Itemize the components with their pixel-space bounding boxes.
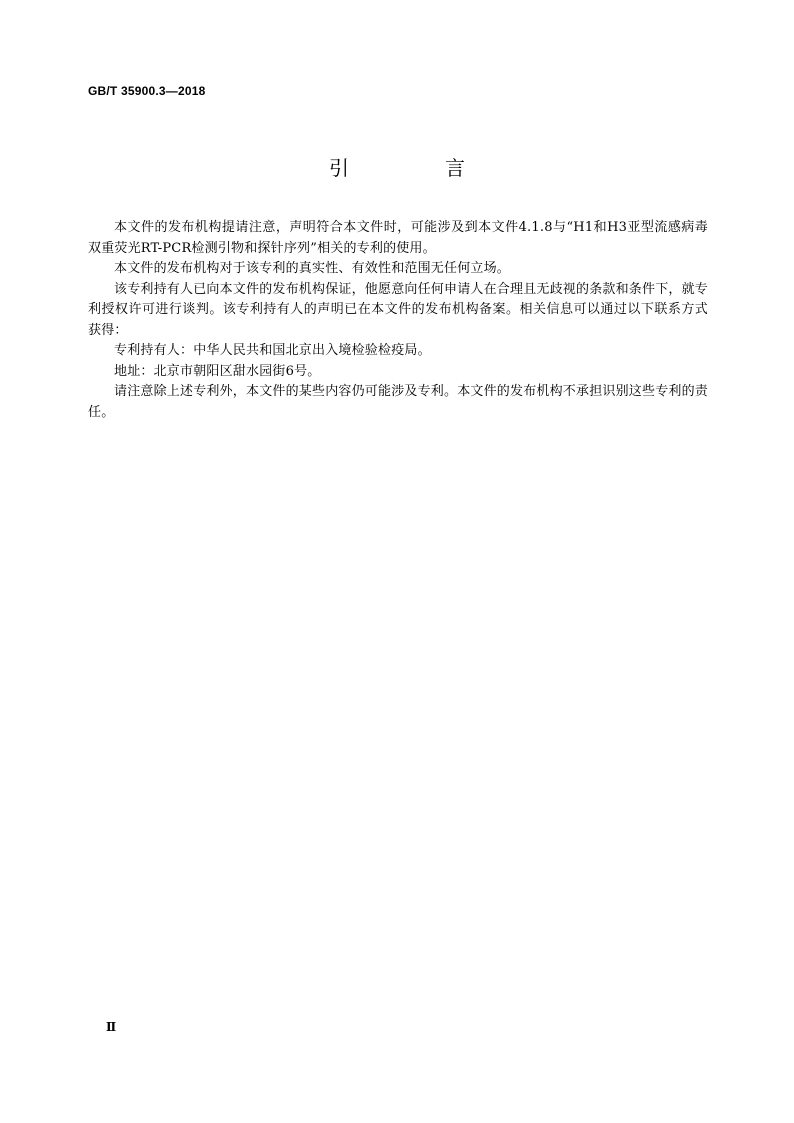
page-number: Ⅱ — [106, 1020, 117, 1034]
document-body — [88, 218, 708, 423]
paragraph-no-position: 本文件的发布机构对于该专利的真实性、有效性和范围无任何立场。 — [114, 261, 511, 276]
paragraph-patent-holder: 专利持有人：中华人民共和国北京出入境检验检疫局。 — [114, 343, 431, 358]
paragraph-patent-notice: 本文件的发布机构提请注意，声明符合本文件时，可能涉及到本文件4.1.8与“H1和H3亚型流感病毒双重荧光RT-PCR检测引物和探针序列”相关的专利的使用。 — [88, 220, 708, 256]
paragraph-other-patents: 请注意除上述专利外，本文件的某些内容仍可能涉及专利。本文件的发布机构不承担识别这些专利的责任。 — [88, 384, 709, 420]
paragraph-address: 地址：北京市朝阳区甜水园街6号。 — [114, 363, 321, 379]
paragraph-holder-guarantee: 该专利持有人已向本文件的发布机构保证，他愿意向任何申请人在合理且无歧视的条款和条件下，就专利授权许可进行谈判。该专利持有人的声明已在本文件的发布机构备案。相关信息可以通过以下联系方式获得： — [88, 281, 709, 338]
page-title: 引 言 — [329, 156, 503, 180]
standard-code: GB/T 35900.3—2018 — [88, 84, 206, 98]
